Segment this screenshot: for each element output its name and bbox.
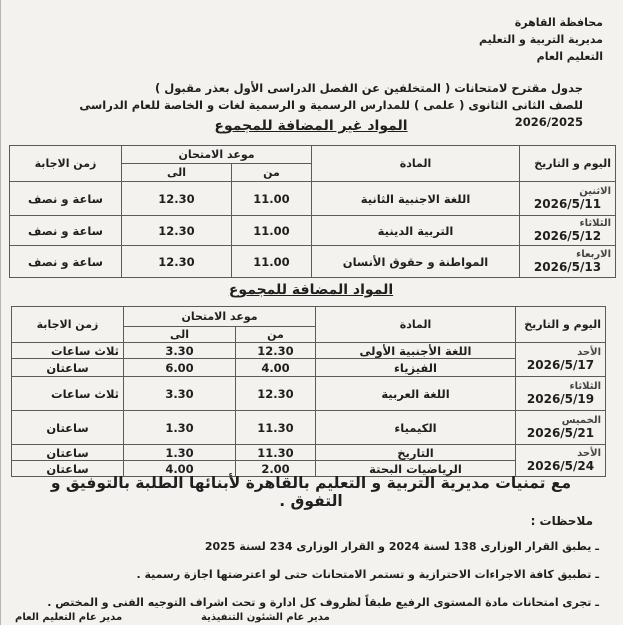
- table-row: [10, 182, 616, 216]
- header-to: الى: [122, 164, 232, 182]
- subject-cell: اللغة العربية: [316, 377, 516, 411]
- header-day-date: اليوم و التاريخ: [520, 146, 616, 182]
- day-cell: الأحد: [577, 347, 601, 358]
- header-from: من: [232, 164, 312, 182]
- subtitle-line-1: جدول مقترح لامتحانات ( المتخلفين عن الفصل الدراسى الأول بعذر مقبول ): [154, 81, 583, 95]
- from-cell: 11.00: [232, 216, 312, 246]
- date-cell: 2026/5/13: [533, 260, 602, 274]
- from-cell: 11.30: [236, 445, 316, 461]
- subject-cell: التربية الدينية: [312, 216, 520, 246]
- header-duration: زمن الاجابة: [10, 146, 122, 182]
- to-cell: 12.30: [122, 182, 232, 216]
- table-row: [10, 216, 616, 246]
- header-subject: المادة: [316, 307, 516, 343]
- from-cell: 11.30: [236, 411, 316, 445]
- subject-cell: الفيزياء: [316, 359, 516, 377]
- duration-cell: ثلاث ساعات: [12, 377, 124, 411]
- directorate-label: مديرية التربية و التعليم: [479, 33, 603, 46]
- governorate-label: محافظة القاهرة: [514, 16, 603, 29]
- header-to: الى: [124, 327, 236, 343]
- date-cell: 2026/5/12: [533, 229, 602, 243]
- header-block: [303, 14, 603, 65]
- header-duration: زمن الاجابة: [12, 307, 124, 343]
- subtitle-line-2: للصف الثانى الثانوى ( علمى ) للمدارس الرسمية و الرسمية لغات و الخاصة للعام الدراسى 2026/2025: [79, 98, 583, 129]
- duration-cell: ساعة و نصف: [10, 246, 122, 278]
- table-row: [12, 445, 606, 461]
- day-cell: الخميس: [561, 415, 601, 426]
- day-cell: الثلاثاء: [569, 381, 601, 392]
- duration-cell: ثلاث ساعات: [12, 343, 124, 359]
- department-label: التعليم العام: [536, 50, 603, 63]
- day-cell: الاثنين: [579, 186, 611, 197]
- from-cell: 2.00: [236, 461, 316, 477]
- day-cell: الثلاثاء: [579, 218, 611, 229]
- from-cell: 11.00: [232, 246, 312, 278]
- date-cell: 2026/5/24: [526, 459, 595, 473]
- footer-signature-left: مدير عام التعليم العام: [15, 612, 123, 623]
- date-cell: 2026/5/17: [526, 358, 595, 372]
- duration-cell: ساعتان: [12, 461, 124, 477]
- section2-title: المواد المضافة للمجموع: [228, 282, 394, 298]
- date-cell: 2026/5/11: [533, 197, 602, 211]
- duration-cell: ساعتان: [12, 359, 124, 377]
- to-cell: 1.30: [124, 445, 236, 461]
- duration-cell: ساعة و نصف: [10, 216, 122, 246]
- from-cell: 4.00: [236, 359, 316, 377]
- duration-cell: ساعة و نصف: [10, 182, 122, 216]
- table-row: [12, 343, 606, 359]
- subject-cell: التاريخ: [316, 445, 516, 461]
- table-row: [12, 411, 606, 445]
- header-exam-time: موعد الامتحان: [124, 307, 316, 327]
- subject-cell: الرياضيات البحتة: [316, 461, 516, 477]
- note-item: ـ تجرى امتحانات مادة المستوى الرفيع طبقاً لظروف كل ادارة و تحت اشراف التوجيه الفنى و المختص .: [47, 596, 599, 609]
- subject-cell: الكيمياء: [316, 411, 516, 445]
- to-cell: 1.30: [124, 411, 236, 445]
- duration-cell: ساعتان: [12, 411, 124, 445]
- to-cell: 3.30: [124, 343, 236, 359]
- header-exam-time: موعد الامتحان: [122, 146, 312, 164]
- subject-cell: اللغة الأجنبية الأولى: [316, 343, 516, 359]
- date-cell: 2026/5/19: [526, 392, 595, 406]
- to-cell: 12.30: [122, 216, 232, 246]
- section1-title: المواد غير المضافة للمجموع: [214, 118, 408, 134]
- header-day-date: اليوم و التاريخ: [516, 307, 606, 343]
- subject-cell: اللغة الاجنبية الثانية: [312, 182, 520, 216]
- to-cell: 4.00: [124, 461, 236, 477]
- note-item: ـ تطبيق كافة الاجراءات الاحترازية و تستمر الامتحانات حتى لو اعترضتها اجازة رسمية .: [136, 568, 599, 581]
- duration-cell: ساعتان: [12, 445, 124, 461]
- note-item: ـ يطبق القرار الوزارى 138 لسنة 2024 و القرار الوزارى 234 لسنة 2025: [204, 540, 599, 553]
- subject-cell: المواطنة و حقوق الأنسان: [312, 246, 520, 278]
- to-cell: 6.00: [124, 359, 236, 377]
- day-cell: الاربعاء: [576, 249, 611, 260]
- table-row: [12, 377, 606, 411]
- header-subject: المادة: [312, 146, 520, 182]
- day-cell: الأحد: [577, 448, 601, 459]
- from-cell: 12.30: [236, 377, 316, 411]
- header-from: من: [236, 327, 316, 343]
- closing-wish: مع تمنيات مديرية التربية و التعليم بالقاهرة لأبنائها الطلبة بالتوفيق و التفوق .: [50, 474, 572, 510]
- footer-signature-mid: مدير عام الشئون التنفيذية: [201, 612, 330, 623]
- table-non-added-subjects: [9, 145, 616, 278]
- to-cell: 3.30: [124, 377, 236, 411]
- table-added-subjects: [11, 306, 606, 477]
- notes-title: ملاحظات :: [530, 514, 593, 528]
- from-cell: 12.30: [236, 343, 316, 359]
- date-cell: 2026/5/21: [526, 426, 595, 440]
- to-cell: 12.30: [122, 246, 232, 278]
- from-cell: 11.00: [232, 182, 312, 216]
- table-row: [10, 246, 616, 278]
